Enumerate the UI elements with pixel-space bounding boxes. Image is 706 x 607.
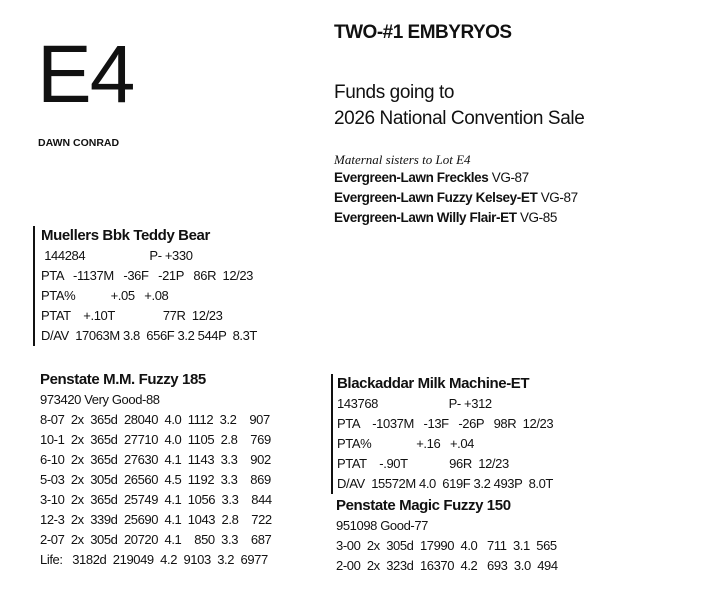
funds-note bbox=[334, 80, 584, 132]
sister-name: Evergreen-Lawn Freckles bbox=[334, 170, 489, 185]
maternal-sisters bbox=[334, 151, 694, 228]
sister-item bbox=[334, 168, 694, 188]
mgs-pta-percent: PTA% +.16 +.04 bbox=[337, 436, 475, 451]
dam-name: Penstate M.M. Fuzzy 185 bbox=[40, 371, 206, 388]
maternal-sisters-heading: Maternal sisters to Lot E4 bbox=[334, 152, 471, 167]
sister-score: VG-85 bbox=[519, 210, 557, 225]
granddam-name: Penstate Magic Fuzzy 150 bbox=[336, 497, 511, 514]
sister-item bbox=[334, 208, 694, 228]
offering-title: TWO-#1 EMBYRYOS bbox=[334, 22, 512, 43]
granddam-record: 3-00 2x 305d 17990 4.0 711 3.1 565 bbox=[336, 538, 557, 553]
sister-score: VG-87 bbox=[491, 170, 529, 185]
sire-block bbox=[33, 226, 257, 346]
sister-score: VG-87 bbox=[540, 190, 578, 205]
sire-id-line: 144284 P- +330 bbox=[41, 248, 193, 263]
dam-record: 10-1 2x 365d 27710 4.0 1105 2.8 769 bbox=[40, 432, 271, 447]
dam-record: 6-10 2x 365d 27630 4.1 1143 3.3 902 bbox=[40, 452, 271, 467]
granddam-block bbox=[336, 496, 558, 576]
dam-record: 2-07 2x 305d 20720 4.1 850 3.3 687 bbox=[40, 532, 272, 547]
dam-record: 5-03 2x 305d 26560 4.5 1192 3.3 869 bbox=[40, 472, 271, 487]
granddam-id-line: 951098 Good-77 bbox=[336, 518, 428, 533]
sire-dav: D/AV 17063M 3.8 656F 3.2 544P 8.3T bbox=[41, 328, 257, 343]
mgs-dav: D/AV 15572M 4.0 619F 3.2 493P 8.0T bbox=[337, 476, 553, 491]
granddam-record: 2-00 2x 323d 16370 4.2 693 3.0 494 bbox=[336, 558, 558, 573]
sire-name: Muellers Bbk Teddy Bear bbox=[41, 227, 210, 244]
maternal-grandsire-block bbox=[331, 374, 553, 494]
consignor-name: DAWN CONRAD bbox=[38, 137, 120, 149]
sister-item bbox=[334, 188, 694, 208]
sister-name: Evergreen-Lawn Fuzzy Kelsey-ET bbox=[334, 190, 538, 205]
lot-number: E4 bbox=[37, 29, 134, 120]
dam-record: 3-10 2x 365d 25749 4.1 1056 3.3 844 bbox=[40, 492, 272, 507]
dam-block bbox=[40, 370, 272, 570]
funds-line-2: 2026 National Convention Sale bbox=[334, 108, 585, 129]
dam-lifetime: Life: 3182d 219049 4.2 9103 3.2 6977 bbox=[40, 552, 268, 567]
mgs-ptat: PTAT -.90T 96R 12/23 bbox=[337, 456, 509, 471]
sire-ptat: PTAT +.10T 77R 12/23 bbox=[41, 308, 223, 323]
dam-record: 8-07 2x 365d 28040 4.0 1112 3.2 907 bbox=[40, 412, 270, 427]
mgs-name: Blackaddar Milk Machine-ET bbox=[337, 375, 530, 392]
mgs-id-line: 143768 P- +312 bbox=[337, 396, 492, 411]
funds-line-1: Funds going to bbox=[334, 82, 455, 103]
sire-pta-percent: PTA% +.05 +.08 bbox=[41, 288, 169, 303]
mgs-pta: PTA -1037M -13F -26P 98R 12/23 bbox=[337, 416, 554, 431]
sire-pta: PTA -1137M -36F -21P 86R 12/23 bbox=[41, 268, 254, 283]
dam-record: 12-3 2x 339d 25690 4.1 1043 2.8 722 bbox=[40, 512, 272, 527]
sister-name: Evergreen-Lawn Willy Flair-ET bbox=[334, 210, 517, 225]
dam-id-line: 973420 Very Good-88 bbox=[40, 392, 160, 407]
